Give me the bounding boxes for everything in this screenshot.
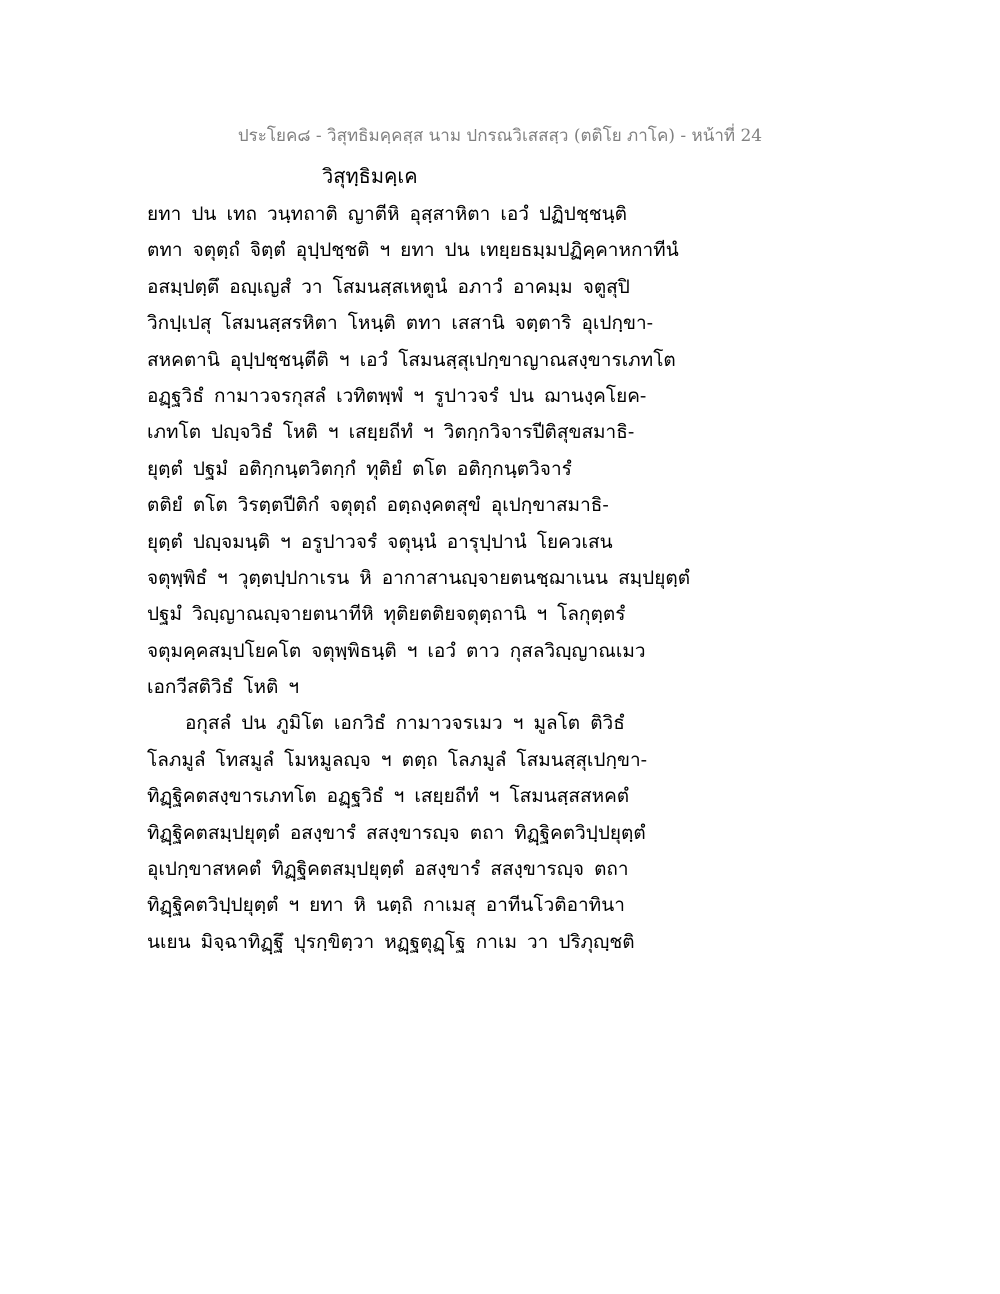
body-text [147, 196, 707, 960]
text-line: ทิฏฺฐิคตสมฺปยุตฺตํ อสงฺขารํ สสงฺขารญฺจ ตถา ทิฏฺฐิคตวิปฺปยุตฺตํ [147, 821, 646, 844]
text-line: โลภมูลํ โทสมูลํ โมหมูลญฺจ ฯ ตตฺถ โลภมูลํ โสมนสฺสุเปกฺขา- [147, 748, 648, 771]
text-line: เภทโต ปญฺจวิธํ โหติ ฯ เสยฺยถีทํ ฯ วิตกฺกวิจารปีติสุขสมาธิ- [147, 421, 635, 444]
text-line: อกุสลํ ปน ภูมิโต เอกวิธํ กามาวจรเมว ฯ มูลโต ติวิธํ [185, 712, 625, 735]
text-line: สหคตานิ อุปฺปชฺชนฺตีติ ฯ เอวํ โสมนสฺสุเปกฺขาญาณสงฺขารเภทโต [147, 348, 676, 371]
text-line: จตุพฺพิธํ ฯ วุตฺตปฺปกาเรน หิ อากาสานญฺจายตนชฺฌาเนน สมฺปยุตฺตํ [147, 566, 691, 589]
text-line: ยทา ปน เทถ วนฺทถาติ ญาตีหิ อุสฺสาหิตา เอวํ ปฏิปชฺชนฺติ [147, 203, 627, 225]
text-line: ตติยํ ตโต วิรตฺตปีติกํ จตุตฺถํ อตฺถงฺคตสุขํ อุเปกฺขาสมาธิ- [147, 494, 609, 517]
text-line: อฏฺฐวิธํ กามาวจรกุสลํ เวทิตพฺพํ ฯ รูปาวจรํ ปน ฌานงฺคโยค- [147, 384, 647, 407]
text-line: ทิฏฺฐิคตสงฺขารเภทโต อฏฺฐวิธํ ฯ เสยฺยถีทํ ฯ โสมนสฺสสหคตํ [147, 785, 630, 808]
text-line: ตทา จตุตฺถํ จิตฺตํ อุปฺปชฺชติ ฯ ยทา ปน เทยฺยธมฺมปฏิคฺคาหกาทีนํ [147, 239, 679, 262]
text-line: นเยน มิจฺฉาทิฏฺฐึ ปุรกฺขิตฺวา หฏฺฐตุฏฺโฐ กาเม วา ปริภุญฺชติ [147, 930, 635, 953]
text-line: อุเปกฺขาสหคตํ ทิฏฺฐิคตสมฺปยุตฺตํ อสงฺขารํ สสงฺขารญฺจ ตถา [147, 858, 629, 881]
text-line: อสมฺปตฺตึ อญฺเญสํ วา โสมนสฺสเหตูนํ อภาวํ อาคมฺม จตูสุปิ [147, 275, 630, 298]
text-line: ยุตฺตํ ปญฺจมนฺติ ฯ อรูปาวจรํ จตุนฺนํ อารุปฺปานํ โยควเสน [147, 530, 613, 553]
text-line: จตุมคฺคสมฺปโยคโต จตุพฺพิธนฺติ ฯ เอวํ ตาว กุสลวิญฺญาณเมว [147, 639, 646, 662]
text-line: เอกวีสติวิธํ โหติ ฯ [147, 676, 300, 699]
text-line: ปฐมํ วิญฺญาณญฺจายตนาทีหิ ทุติยตติยจตุตฺถานิ ฯ โลกุตฺตรํ [147, 603, 626, 626]
text-line: ยุตฺตํ ปฐมํ อติกฺกนฺตวิตกฺกํ ทุติยํ ตโต อติกฺกนฺตวิจารํ [147, 457, 572, 480]
section-title: วิสุทฺธิมคฺเค [322, 164, 418, 188]
text-line: วิกปฺเปสุ โสมนสฺสรหิตา โหนฺติ ตทา เสสานิ จตฺตาริ อุเปกฺขา- [147, 312, 654, 335]
running-header: ประโยค๘ - วิสุทธิมคฺคสฺส นาม ปกรณวิเสสสฺว (ตติโย ภาโค) - หน้าที่ 24 [237, 126, 763, 146]
text-line: ทิฏฺฐิคตวิปฺปยุตฺตํ ฯ ยทา หิ นตฺถิ กาเมสุ อาทีนโวติอาทินา [147, 894, 625, 917]
